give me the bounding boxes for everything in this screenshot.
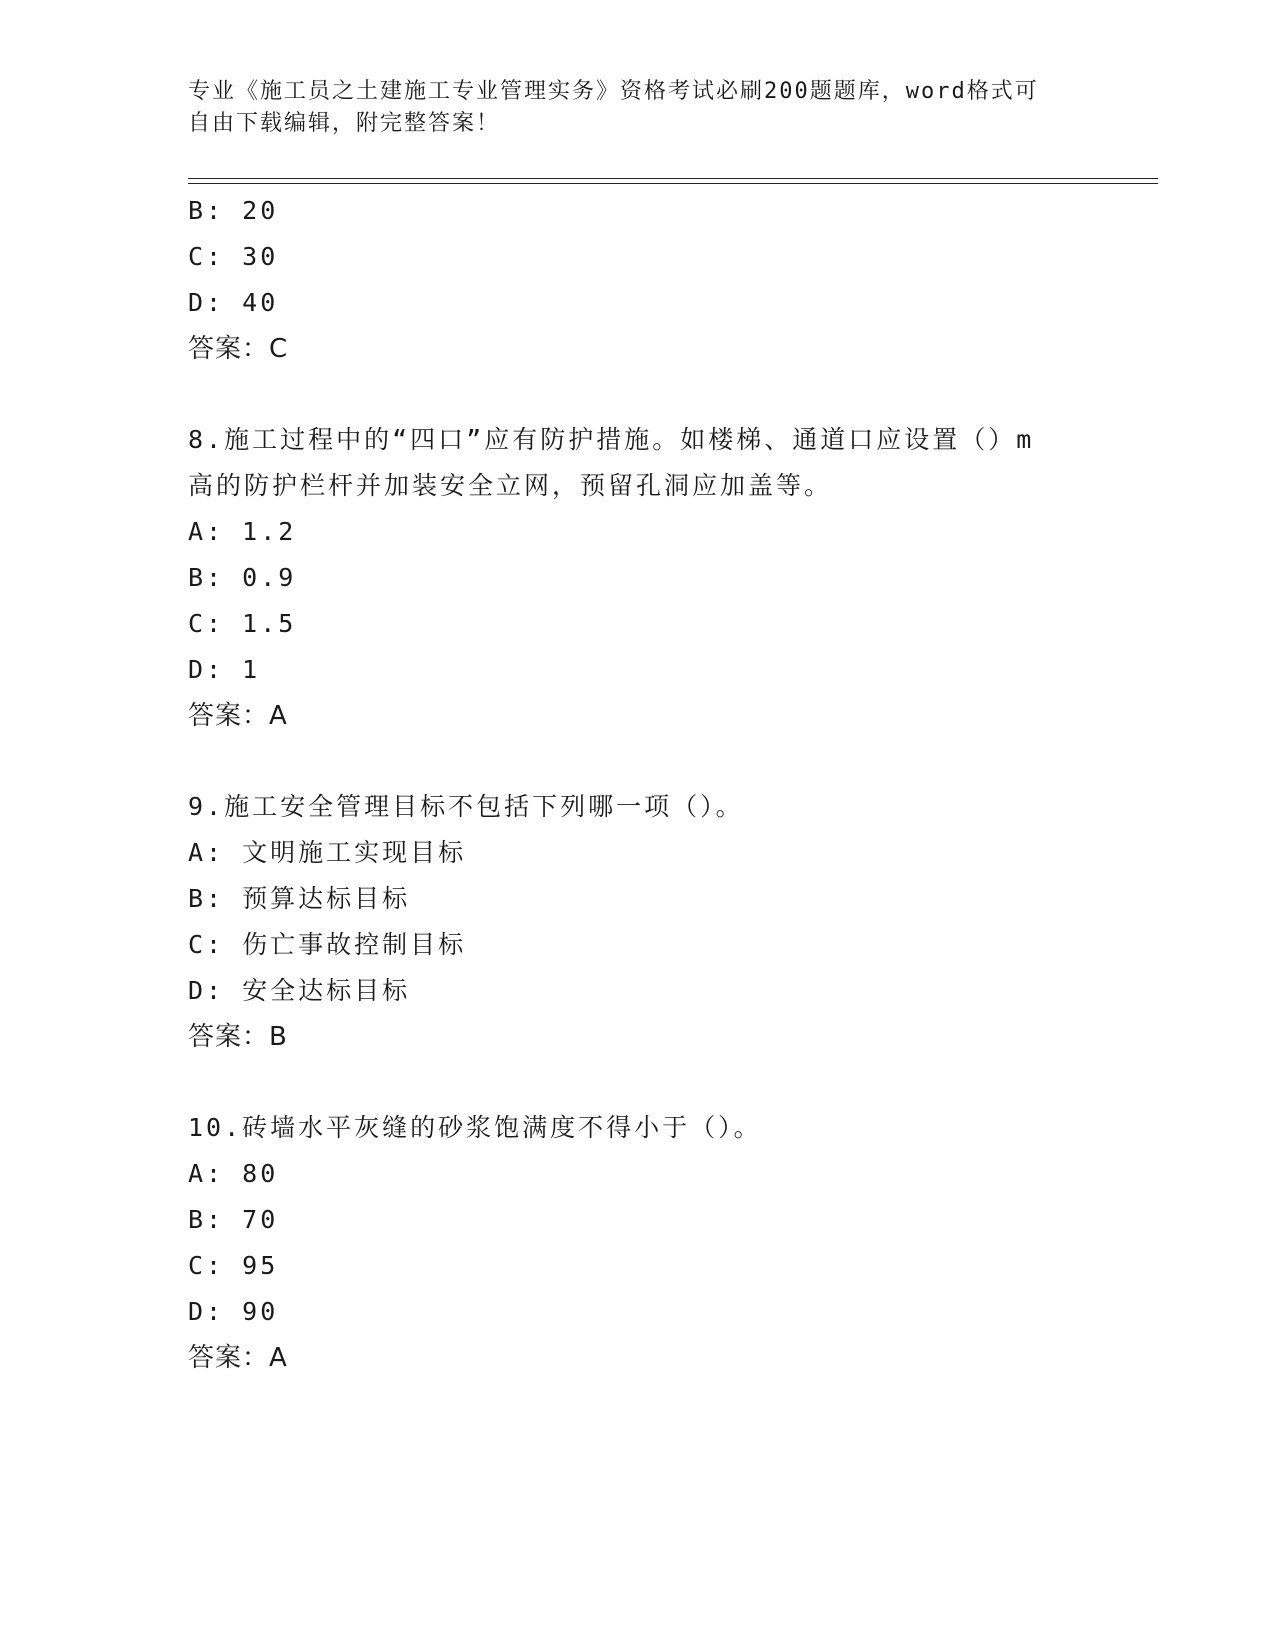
q10-option-b: B: 70 — [188, 1205, 279, 1234]
q9-option-b: B: 预算达标目标 — [188, 884, 411, 913]
header-divider-top — [188, 178, 1158, 179]
q9-stem: 9.施工安全管理目标不包括下列哪一项（）。 — [188, 792, 744, 821]
q7-option-c: C: 30 — [188, 242, 279, 271]
q8-option-d: D: 1 — [188, 655, 261, 684]
q8-option-c: C: 1.5 — [188, 609, 297, 638]
q10-option-c: C: 95 — [188, 1251, 279, 1280]
document-header — [188, 76, 1088, 140]
q7-option-b: B: 20 — [188, 196, 279, 225]
q8-option-a: A: 1.2 — [188, 517, 297, 546]
q10-option-d: D: 90 — [188, 1297, 279, 1326]
q8-stem-line-1: 8.施工过程中的“四口”应有防护措施。如楼梯、通道口应设置（）m — [188, 425, 1035, 454]
q9-option-c: C: 伤亡事故控制目标 — [188, 930, 467, 959]
q9-answer: 答案：B — [188, 1022, 288, 1052]
q9-option-a: A: 文明施工实现目标 — [188, 838, 467, 867]
q8-stem-line-2: 高的防护栏杆并加装安全立网，预留孔洞应加盖等。 — [188, 471, 833, 500]
q10-stem: 10.砖墙水平灰缝的砂浆饱满度不得小于（）。 — [188, 1113, 762, 1142]
q7-answer: 答案：C — [188, 334, 289, 364]
q7-option-d: D: 40 — [188, 288, 279, 317]
header-divider-bottom — [188, 183, 1158, 184]
q8-option-b: B: 0.9 — [188, 563, 297, 592]
header-line-2: 自由下载编辑，附完整答案！ — [188, 111, 501, 136]
q10-option-a: A: 80 — [188, 1159, 279, 1188]
q10-answer: 答案：A — [188, 1343, 288, 1373]
q8-answer: 答案：A — [188, 701, 288, 731]
header-line-1: 专业《施工员之土建施工专业管理实务》资格考试必刷200题题库，word格式可 — [188, 79, 1039, 104]
q9-option-d: D: 安全达标目标 — [188, 976, 411, 1005]
